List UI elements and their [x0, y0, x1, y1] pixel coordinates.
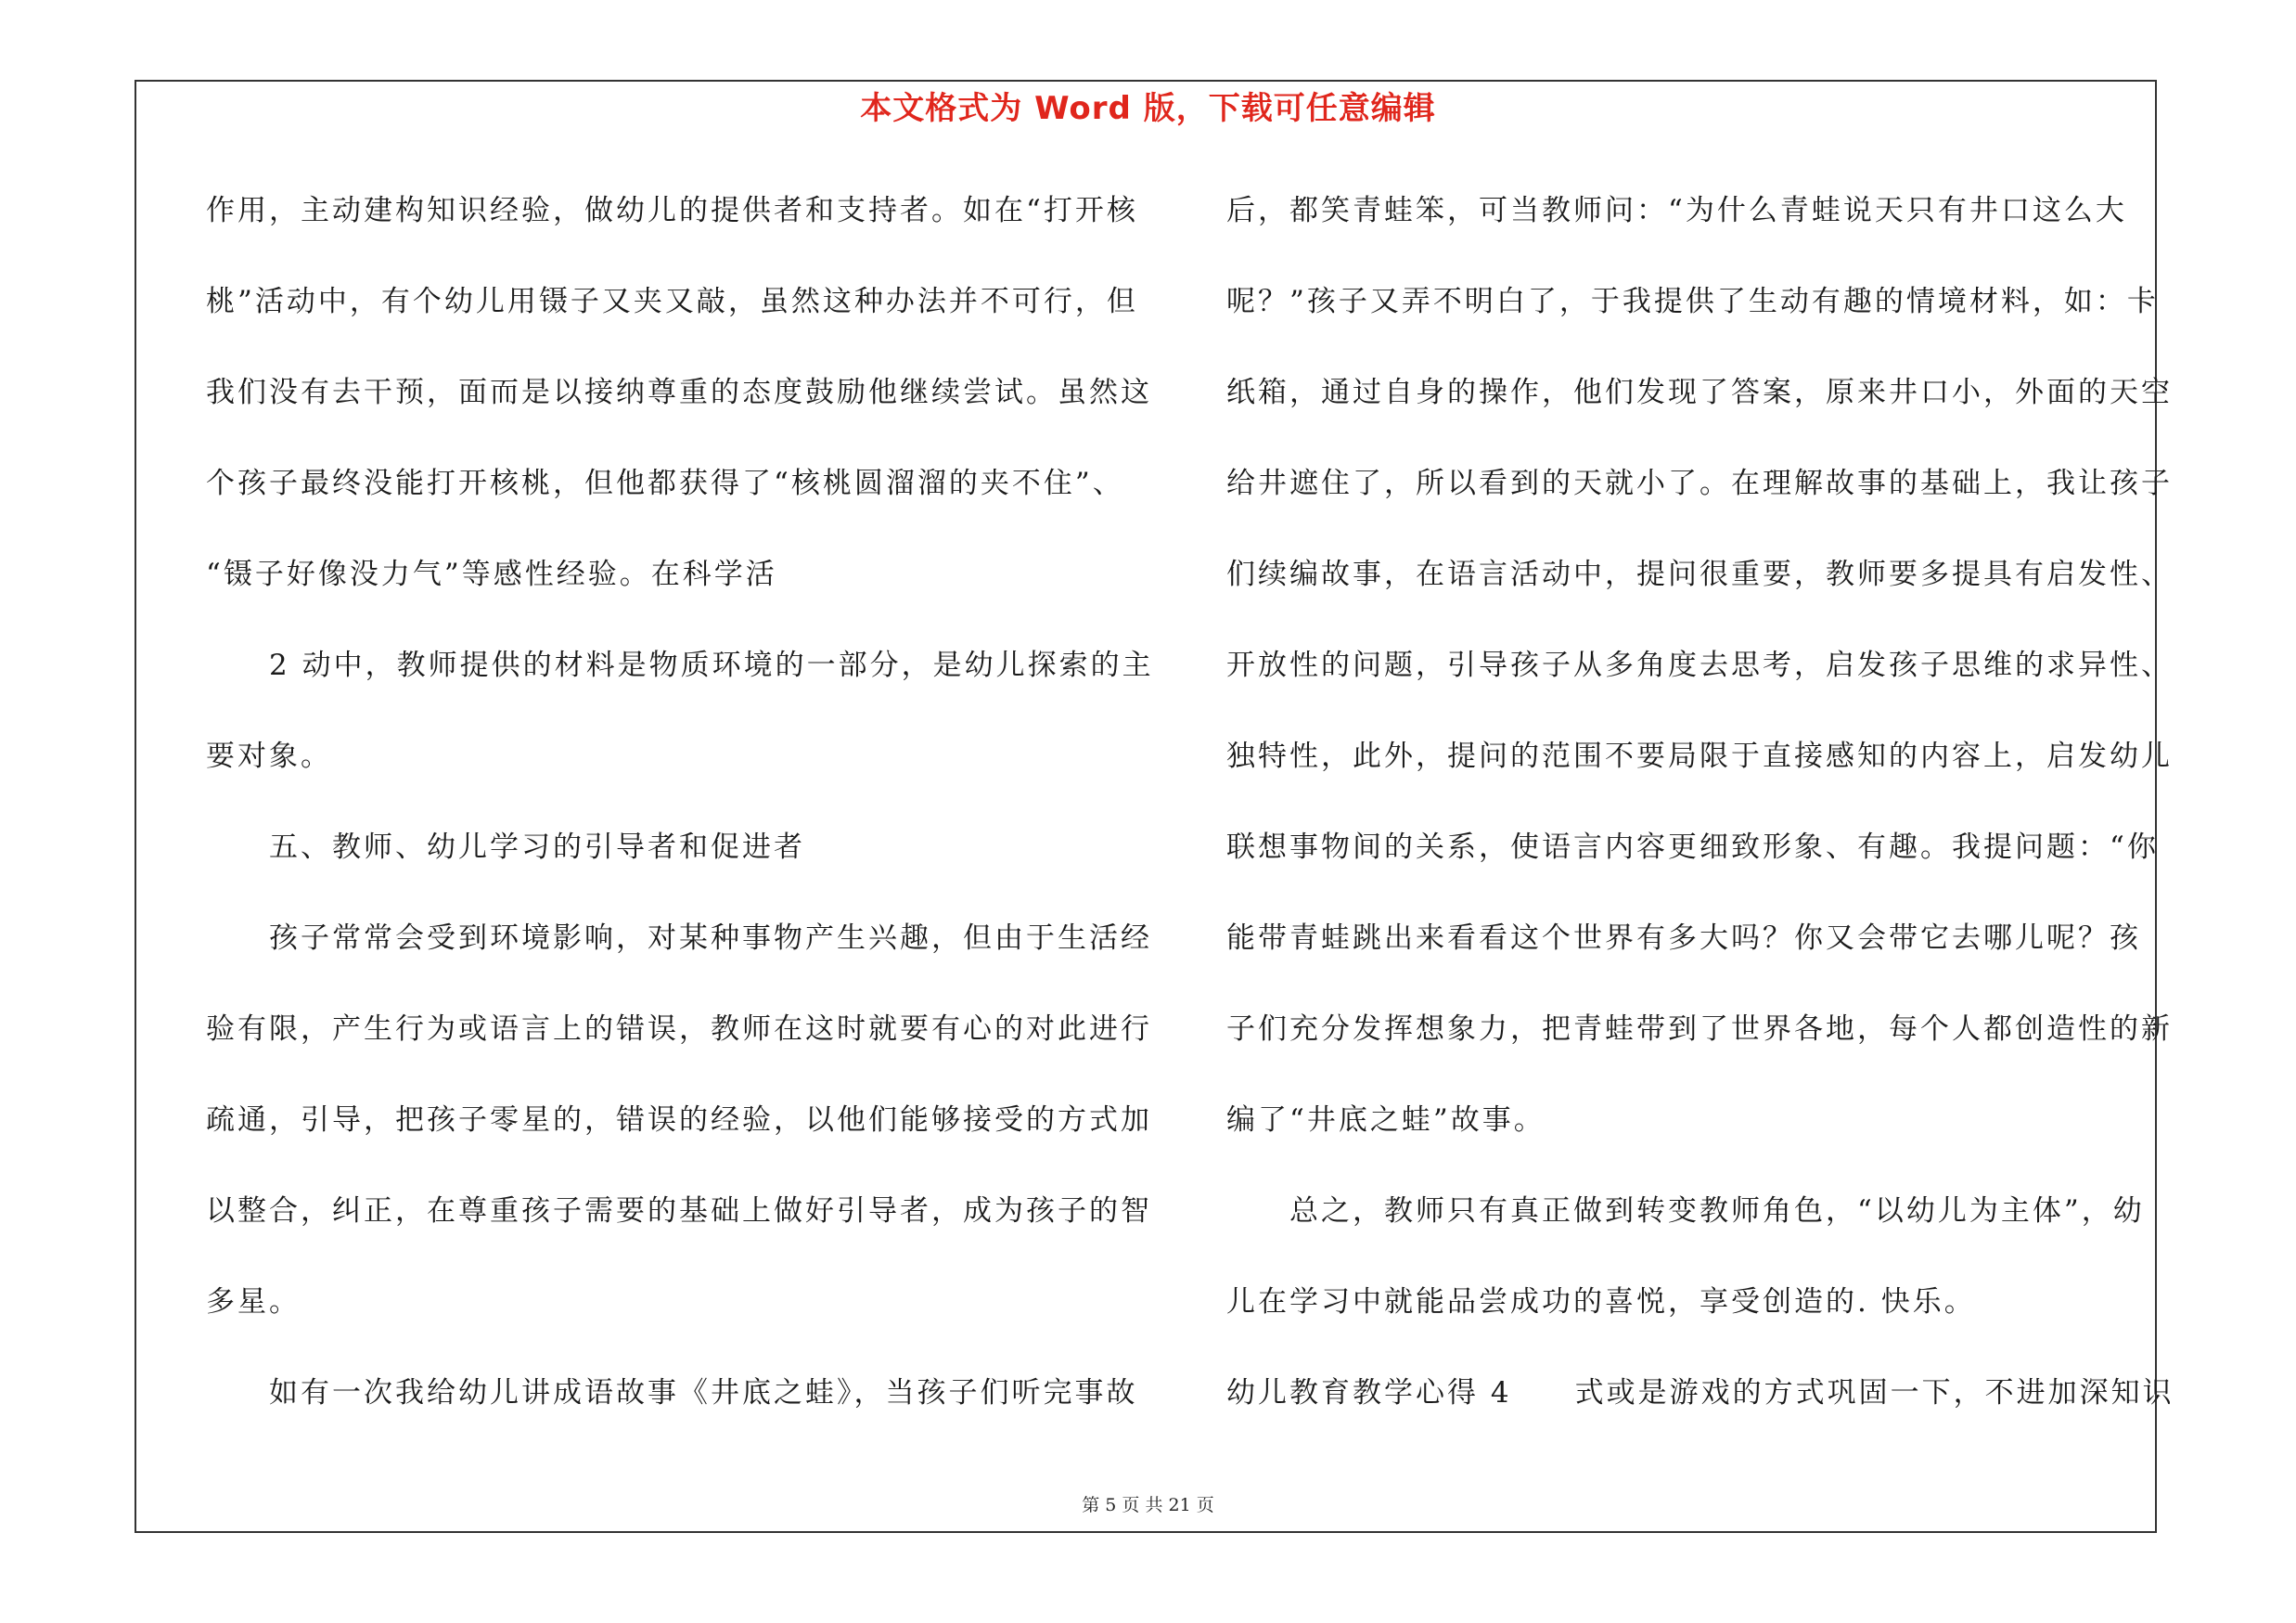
paragraph-start-line: 2 动中，教师提供的材料是物质环境的一部分，是幼儿探索的主 [269, 649, 1154, 682]
body-line: 呢？”孩子又弄不明白了，于我提供了生动有趣的情境材料，如：卡 [1226, 285, 2159, 318]
body-line: 开放性的问题，引导孩子从多角度去思考，启发孩子思维的求异性、 [1226, 649, 2173, 682]
right-text-column [1226, 181, 2174, 1454]
page-number: 第 5 页 共 21 页 [1082, 1495, 1214, 1515]
body-line: 个孩子最终没能打开核桃，但他都获得了“核桃圆溜溜的夹不住”、 [206, 467, 1124, 500]
body-line: 们续编故事，在语言活动中，提问很重要，教师要多提具有启发性、 [1226, 558, 2173, 591]
body-line: 我们没有去干预，面而是以接纳尊重的态度鼓励他继续尝试。虽然这 [206, 376, 1152, 409]
body-line: 能带青蛙跳出来看看这个世界有多大吗？你又会带它去哪儿呢？孩 [1226, 921, 2141, 955]
body-line: 儿在学习中就能品尝成功的喜悦，享受创造的. 快乐。 [1226, 1285, 1976, 1319]
section-heading: 五、教师、幼儿学习的引导者和促进者 [269, 831, 805, 864]
paragraph-start-line: 总之，教师只有真正做到转变教师角色，“以幼儿为主体”，幼 [1289, 1194, 2145, 1228]
left-text-column [206, 181, 1154, 1454]
body-line: 给井遮住了，所以看到的天就小了。在理解故事的基础上，我让孩子 [1226, 467, 2173, 500]
body-line: “镊子好像没力气”等感性经验。在科学活 [206, 558, 777, 591]
body-line: 作用，主动建构知识经验，做幼儿的提供者和支持者。如在“打开核 [206, 194, 1138, 227]
word-format-banner: 本文格式为 Word 版，下载可任意编辑 [860, 90, 1436, 127]
body-line: 联想事物间的关系，使语言内容更细致形象、有趣。我提问题：“你 [1226, 831, 2159, 864]
body-line: 要对象。 [206, 740, 332, 773]
body-line: 以整合，纠正，在尊重孩子需要的基础上做好引导者，成为孩子的智 [206, 1194, 1152, 1228]
body-line: 桃”活动中，有个幼儿用镊子又夹又敲，虽然这种办法并不可行，但 [206, 285, 1138, 318]
body-line: 独特性，此外，提问的范围不要局限于直接感知的内容上，启发幼儿 [1226, 740, 2173, 773]
body-line: 纸箱，通过自身的操作，他们发现了答案，原来井口小，外面的天空 [1226, 376, 2173, 409]
body-line: 编了“井底之蛙”故事。 [1226, 1103, 1546, 1137]
paragraph-start-line: 孩子常常会受到环境影响，对某种事物产生兴趣，但由于生活经 [269, 921, 1152, 955]
body-line: 验有限，产生行为或语言上的错误，教师在这时就要有心的对此进行 [206, 1012, 1152, 1046]
body-line: 后，都笑青蛙笨，可当教师问：“为什么青蛙说天只有井口这么大 [1226, 194, 2127, 227]
paragraph-start-line: 如有一次我给幼儿讲成语故事《井底之蛙》，当孩子们听完事故 [269, 1376, 1138, 1410]
body-line: 多星。 [206, 1285, 301, 1319]
section-heading-line: 幼儿教育教学心得 4 式或是游戏的方式巩固一下，不进加深知识 [1226, 1376, 2174, 1410]
body-line: 子们充分发挥想象力，把青蛙带到了世界各地，每个人都创造性的新 [1226, 1012, 2173, 1046]
body-line: 疏通，引导，把孩子零星的，错误的经验，以他们能够接受的方式加 [206, 1103, 1152, 1137]
